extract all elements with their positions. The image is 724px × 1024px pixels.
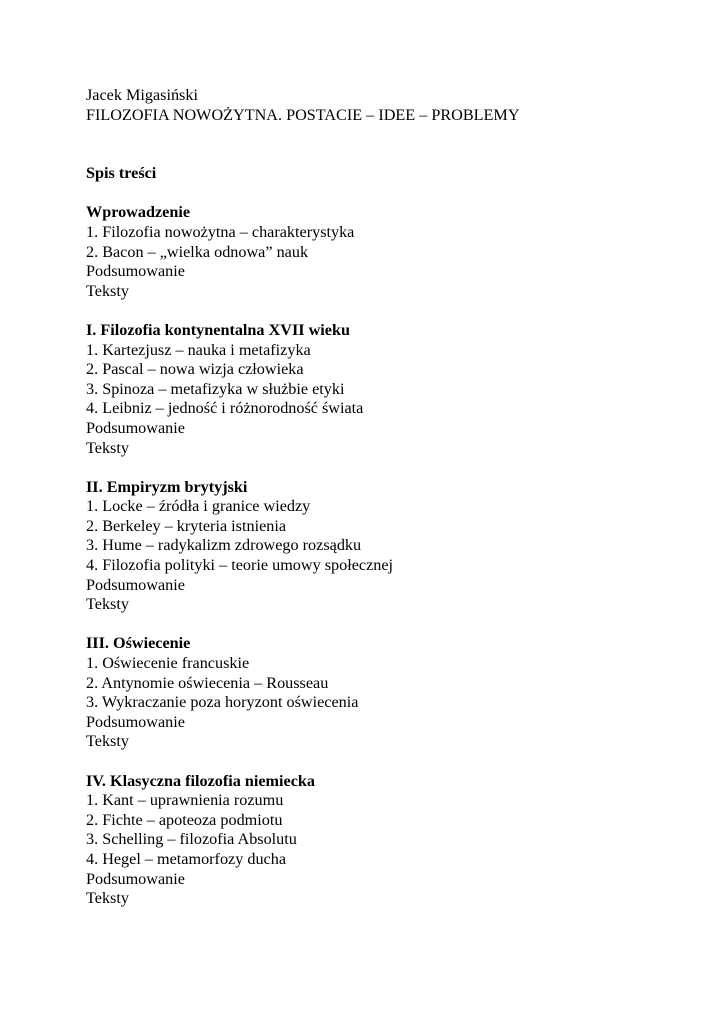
book-title: FILOZOFIA NOWOŻYTNA. POSTACIE – IDEE – PROBLEMY — [86, 105, 520, 124]
toc-entry: Teksty — [86, 595, 129, 614]
toc-entry: Teksty — [86, 281, 129, 300]
author-name: Jacek Migasiński — [86, 86, 198, 104]
toc-entry: 1. Filozofia nowożytna – charakterystyka — [86, 222, 355, 241]
toc-entry: 3. Schelling – filozofia Absolutu — [86, 830, 297, 849]
spacer — [86, 301, 686, 321]
toc-entry: Podsumowanie — [86, 869, 185, 888]
toc-entry: Podsumowanie — [86, 575, 185, 594]
toc-entry: Podsumowanie — [86, 712, 185, 731]
toc-entry: 2. Berkeley – kryteria istnienia — [86, 516, 287, 535]
toc-entry: Podsumowanie — [86, 262, 185, 281]
toc-section — [86, 478, 686, 615]
toc-section-title: IV. Klasyczna filozofia niemiecka — [86, 771, 316, 790]
spacer — [86, 184, 686, 204]
toc-section-title: Wprowadzenie — [86, 203, 191, 222]
spacer — [86, 125, 686, 164]
spacer — [86, 458, 686, 478]
toc-entry: 2. Antynomie oświecenia – Rousseau — [86, 673, 329, 692]
toc-section — [86, 321, 686, 458]
toc-entry: 2. Fichte – apoteoza podmiotu — [86, 810, 283, 829]
toc-entry: 1. Kant – uprawnienia rozumu — [86, 791, 284, 810]
toc-entry: 1. Oświecenie francuskie — [86, 654, 250, 673]
toc-entry: 2. Bacon – „wielka odnowa” nauk — [86, 242, 309, 261]
toc-entry: 3. Spinoza – metafizyka w służbie etyki — [86, 379, 345, 398]
toc-entry: Podsumowanie — [86, 418, 185, 437]
spacer — [86, 615, 686, 635]
toc-section — [86, 203, 686, 301]
toc-section — [86, 772, 686, 909]
toc-entry: 4. Filozofia polityki – teorie umowy społecznej — [86, 556, 394, 575]
toc-entry: Teksty — [86, 732, 129, 751]
toc-entry: 2. Pascal – nowa wizja człowieka — [86, 360, 304, 379]
toc-heading: Spis treści — [86, 164, 157, 183]
toc-entry: Teksty — [86, 889, 129, 908]
toc-entry: 3. Hume – radykalizm zdrowego rozsądku — [86, 536, 362, 555]
toc-entry: 1. Kartezjusz – nauka i metafizyka — [86, 340, 311, 359]
toc-section-title: II. Empiryzm brytyjski — [86, 477, 248, 496]
toc-entry: 4. Hegel – metamorfozy ducha — [86, 849, 287, 868]
toc-section-title: III. Oświecenie — [86, 634, 191, 653]
toc-entry: Teksty — [86, 438, 129, 457]
toc-section-title: I. Filozofia kontynentalna XVII wieku — [86, 320, 350, 339]
toc-entry: 3. Wykraczanie poza horyzont oświecenia — [86, 693, 359, 712]
toc-section — [86, 634, 686, 752]
toc-entry: 1. Locke – źródła i granice wiedzy — [86, 497, 311, 516]
spacer — [86, 752, 686, 772]
toc-entry: 4. Leibniz – jedność i różnorodność świata — [86, 399, 364, 418]
toc-sections — [86, 203, 686, 908]
document-content — [86, 86, 686, 909]
